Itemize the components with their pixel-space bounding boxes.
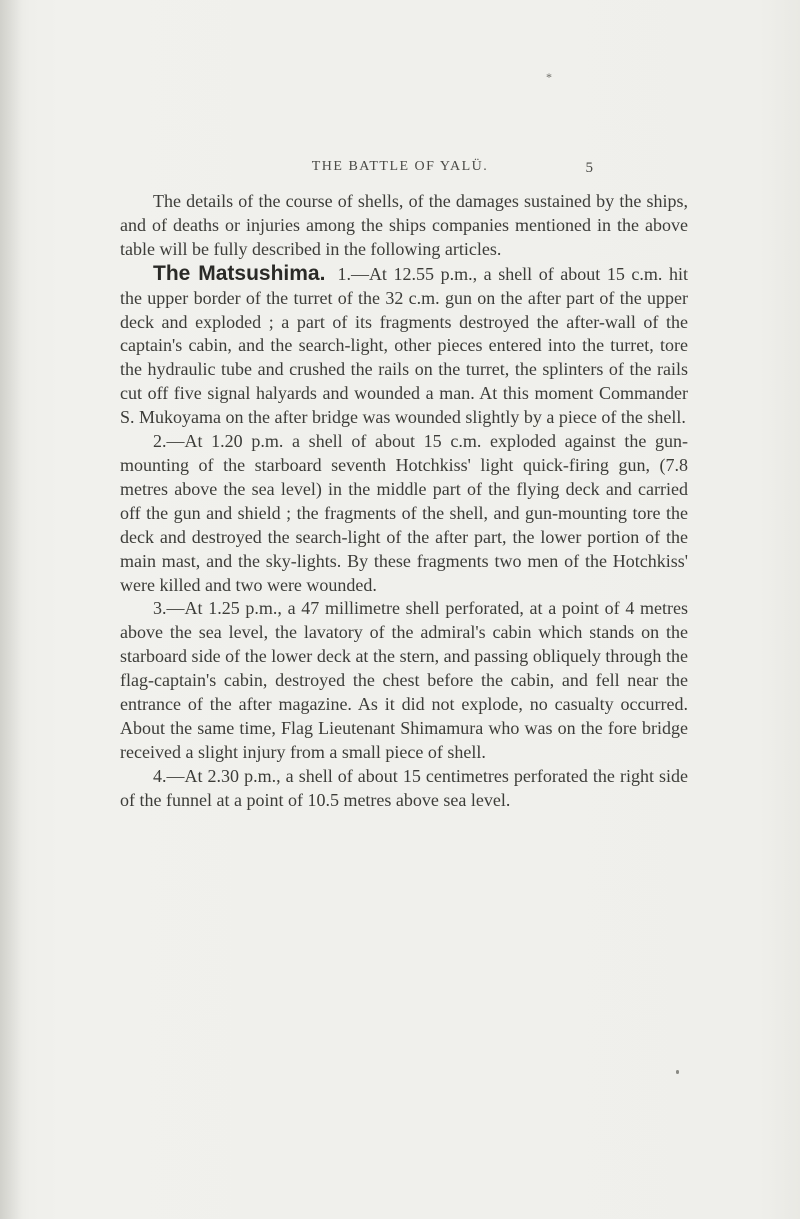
page-number: 5 bbox=[585, 160, 593, 176]
page-gutter-shadow bbox=[0, 0, 22, 1219]
section-heading: The Matsushima. bbox=[153, 261, 326, 285]
paper-speck bbox=[676, 1070, 679, 1074]
matsushima-item-3: 3.—At 1.25 p.m., a 47 millimetre shell perforated, at a point of 4 metres above the sea level, the lavatory of the admiral's cabin which stands on the starboard side of the lower deck at the stern, and passing obliquely through the flag-captain's cabin, destroyed the chest before the cabin, and fell near the entrance of the after magazine. As it did not explode, no casualty occurred. About the same time, Flag Lieutenant Shimamura who was on the fore bridge received a slight injury from a small piece of shell. bbox=[120, 598, 688, 762]
intro-paragraph: The details of the course of shells, of the damages sustained by the ships, and of deaths or injuries among the ships companies mentioned in the above table will be fully described in the following articles. bbox=[120, 191, 688, 259]
item-1-text: 1.—At 12.55 p.m., a shell of about 15 c.m. hit the upper border of the turret of the 32 c.m. gun on the after part of the upper deck and exploded ; a part of its fragments destroyed the after-wall of the captain's cabin, and the search-light, other pieces entered into the turret, tore the hydraulic tube and crushed the rails on the turret, the splinters of the rails cut off five signal halyards and wounded a man. At this moment Commander S. Mukoyama on the after bridge was wounded slightly by a piece of the shell. bbox=[120, 263, 688, 428]
running-title: THE BATTLE OF YALÜ. bbox=[311, 159, 489, 174]
printer-mark: * bbox=[546, 70, 552, 84]
body-text bbox=[120, 190, 688, 813]
running-head bbox=[0, 159, 800, 181]
matsushima-item-4: 4.—At 2.30 p.m., a shell of about 15 centimetres perforated the right side of the funnel at a point of 10.5 metres above sea level. bbox=[120, 765, 688, 810]
matsushima-item-2: 2.—At 1.20 p.m. a shell of about 15 c.m. exploded against the gun-mounting of the starboard seventh Hotchkiss' light quick-firing gun, (7.8 metres above the sea level) in the middle part of the flying deck and carried off the gun and shield ; the fragments of the shell, and gun-mounting tore the deck and destroyed the search-light of the after part, the lower portion of the main mast, and the sky-lights. By these fragments two men of the Hotchkiss' were killed and two were wounded. bbox=[120, 431, 688, 595]
matsushima-item-1 bbox=[120, 262, 688, 430]
